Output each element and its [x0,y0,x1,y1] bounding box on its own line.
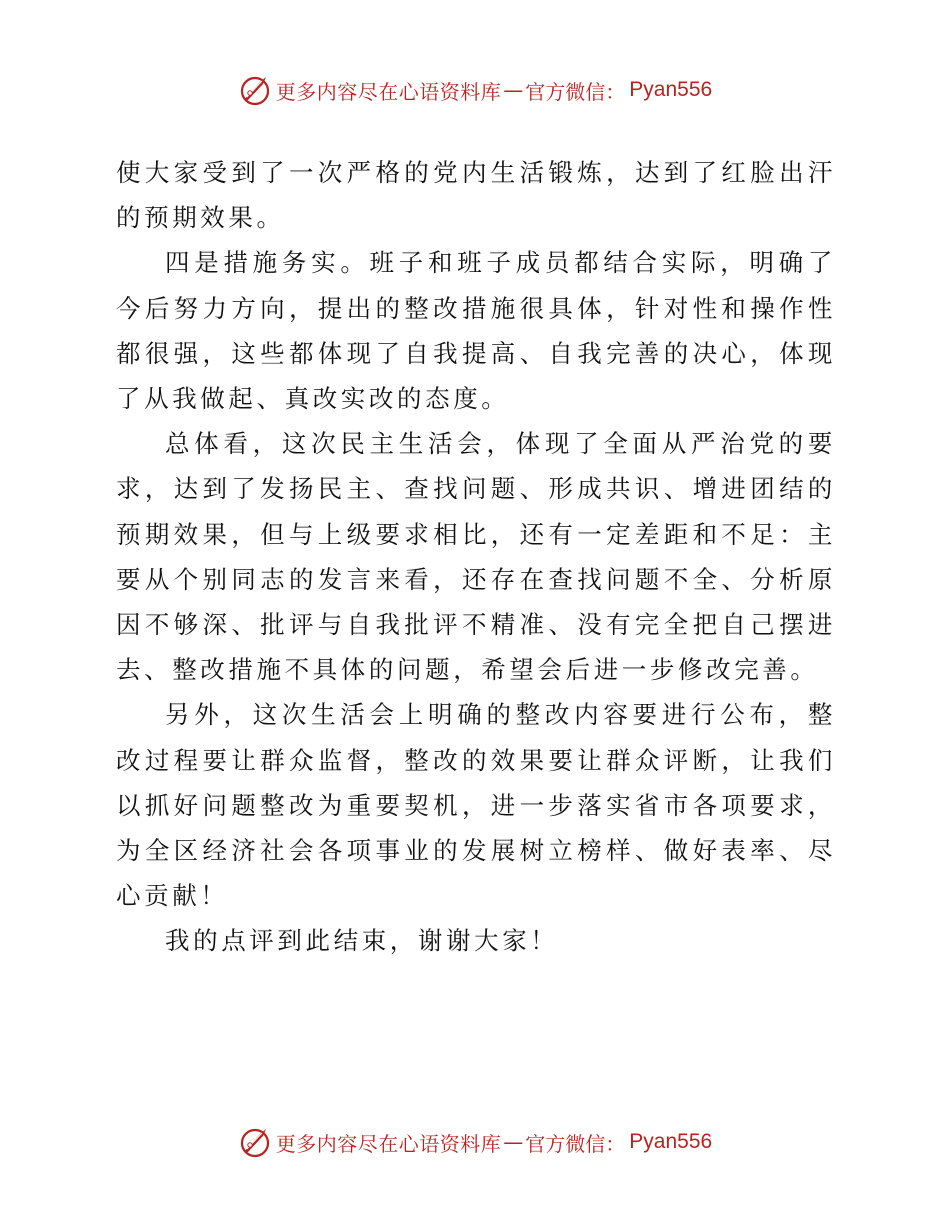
wechat-label: 官方微信： [525,79,626,104]
banner-separator: — [503,1130,524,1154]
wechat-label: 官方微信： [525,1131,626,1156]
paragraph-continuation: 使大家受到了一次严格的党内生活锻炼，达到了红脸出汗的预期效果。 [116,158,836,233]
brand-text: 更多内容尽在心语资料库 [275,79,502,104]
wechat-id: Pyan556 [629,1130,713,1153]
document-body [116,150,836,964]
brand-text: 更多内容尽在心语资料库 [275,1131,502,1156]
header-banner [0,70,950,110]
paragraph-rectification: 另外，这次生活会上明确的整改内容要进行公布，整改过程要让群众监督，整改的效果要让群众评断，让我们以抓好问题整改为重要契机，进一步落实省市各项要求，为全区经济社会各项事业的发展树立榜样、做好表率、尽心贡献！ [116,700,836,911]
quill-pen-logo-icon [238,1125,272,1159]
paragraph-measures: 四是措施务实。班子和班子成员都结合实际，明确了今后努力方向，提出的整改措施很具体，针对性和操作性都很强，这些都体现了自我提高、自我完善的决心，体现了从我做起、真改实改的态度。 [116,248,836,414]
wechat-id: Pyan556 [629,78,713,101]
paragraph-overall-assessment: 总体看，这次民主生活会，体现了全面从严治党的要求，达到了发扬民主、查找问题、形成共识、增进团结的预期效果，但与上级要求相比，还有一定差距和不足：主要从个别同志的发言来看，还存在查找问题不全、分析原因不够深、批评与自我批评不精准、没有完全把自己摆进去、整改措施不具体的问题，希望会后进一步修改完善。 [116,429,836,685]
quill-pen-logo-icon [238,73,272,107]
footer-banner [0,1122,950,1162]
banner-separator: — [503,78,524,102]
paragraph-closing: 我的点评到此结束，谢谢大家！ [165,926,559,956]
